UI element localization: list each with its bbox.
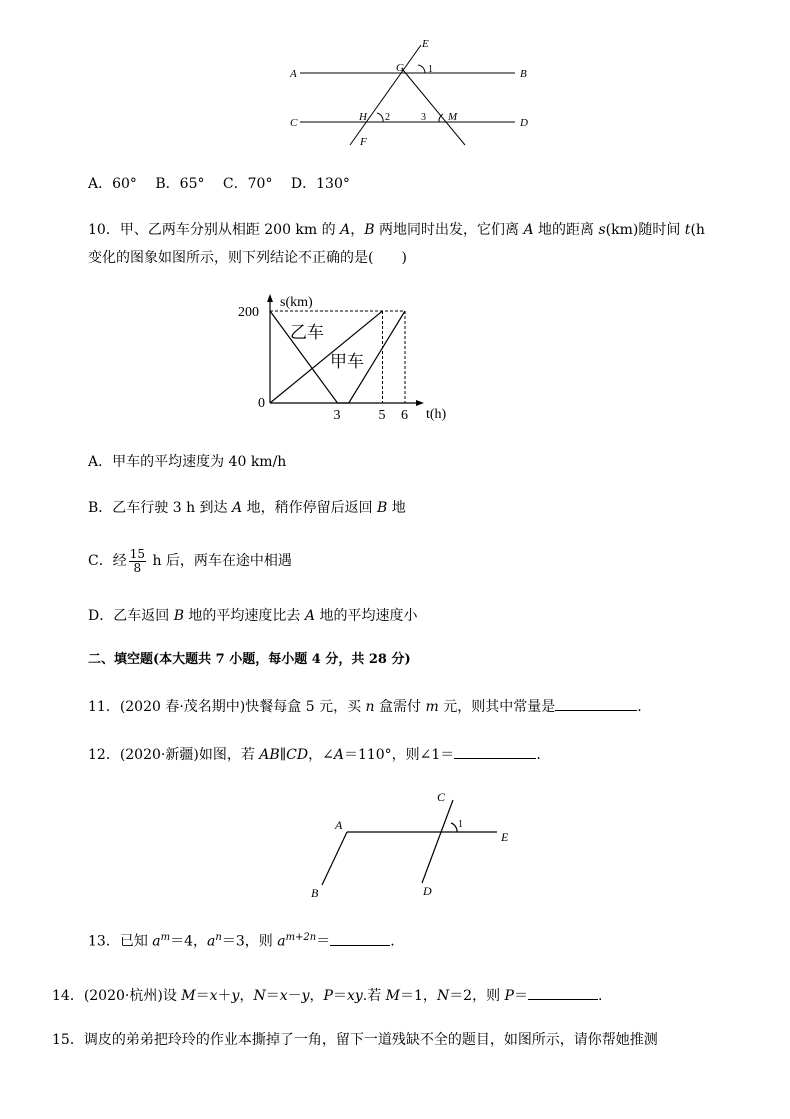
label-C: C [437, 790, 446, 804]
origin-label: 0 [258, 396, 265, 411]
label-D: D [423, 884, 432, 898]
x-tick-5: 5 [378, 408, 386, 423]
x-tick-6: 6 [401, 408, 408, 423]
label-B: B [520, 68, 527, 80]
line-cd [422, 800, 453, 883]
label-B: B [311, 886, 319, 900]
q11-answer-blank[interactable] [555, 696, 637, 711]
label-A: A [290, 68, 297, 80]
angle-1-arc [451, 823, 457, 832]
label-H: H [359, 111, 367, 123]
transversal-gm [403, 70, 465, 145]
q10-option-b: B．乙车行驶 3 h 到达 A 地，稍作停留后返回 B 地 [88, 500, 406, 516]
q10-option-d: D．乙车返回 B 地的平均速度比去 A 地的平均速度小 [88, 608, 418, 624]
x-tick-3: 3 [333, 408, 341, 423]
transversal-ef [350, 45, 421, 145]
label-M: M [448, 111, 458, 123]
label-C: C [290, 117, 298, 129]
y-axis-label: s(km) [280, 295, 313, 310]
series-line-2 [270, 311, 383, 403]
label-D: D [520, 117, 528, 129]
q10-stem-line2: 变化的图象如图所示，则下列结论不正确的是( ) [88, 250, 407, 266]
y-axis-arrow [267, 294, 273, 302]
angle-1-arc [418, 65, 425, 73]
label-G: G [396, 62, 404, 74]
label-angle-1: 1 [458, 819, 463, 830]
line-ab [322, 832, 347, 885]
x-axis-arrow [416, 400, 424, 406]
label-angle-3: 3 [421, 112, 426, 123]
label-angle-2: 2 [385, 112, 390, 123]
q12-answer-blank[interactable] [454, 744, 536, 759]
question-11: 11．(2020 春·茂名期中)快餐每盒 5 元，买 n 盒需付 m 元，则其中常量是 . [88, 696, 642, 717]
x-axis-label: t(h) [426, 407, 447, 422]
question-15: 15．调皮的弟弟把玲玲的作业本撕掉了一角，留下一道残缺不全的题目，如图所示，请你帮她推测 [52, 1032, 658, 1048]
q9-options: A．60° B．65° C．70° D．130° [88, 176, 350, 192]
q10-option-c: C．经 $\frac{15}{8}$ h 后，两车在途中相遇 [88, 546, 292, 575]
question-13: 13．已知 $a^m=4$，$a^n=3$，则 $a^{m+2n}=$ . [88, 932, 395, 950]
question-12: 12．(2020·新疆)如图，若 AB∥CD，∠A＝110°，则∠1＝ . [88, 744, 541, 765]
series-label-jia: 甲车 [330, 352, 364, 371]
distance-time-chart [230, 288, 465, 428]
parallel-lines-figure-2 [305, 785, 515, 903]
q13-answer-blank[interactable] [330, 931, 390, 946]
label-A: A [335, 818, 343, 832]
y-tick-200: 200 [238, 305, 259, 320]
q10-option-a: A．甲车的平均速度为 40 km/h [88, 454, 287, 470]
label-angle-1: 1 [428, 64, 433, 75]
angle-2-arc [377, 113, 383, 122]
parallel-lines-figure-1 [280, 35, 540, 150]
section-2-heading: 二、填空题(本大题共 7 小题，每小题 4 分，共 28 分) [88, 652, 411, 667]
fraction-15-8: $\frac{15}{8}$ [129, 546, 145, 575]
series-label-yi: 乙车 [290, 323, 324, 342]
label-F: F [360, 136, 367, 148]
question-14: 14．(2020·杭州)设 M＝x＋y，N＝x－y，P＝xy.若 M＝1，N＝2，则 P＝ . [52, 985, 602, 1006]
label-E: E [422, 38, 429, 50]
label-E: E [501, 830, 509, 844]
q14-answer-blank[interactable] [528, 985, 598, 1000]
q10-stem-line1: 10．甲、乙两车分别从相距 200 km 的 A，B 两地同时出发，它们离 A 地的距离 s(km)随时间 t(h [88, 222, 705, 238]
